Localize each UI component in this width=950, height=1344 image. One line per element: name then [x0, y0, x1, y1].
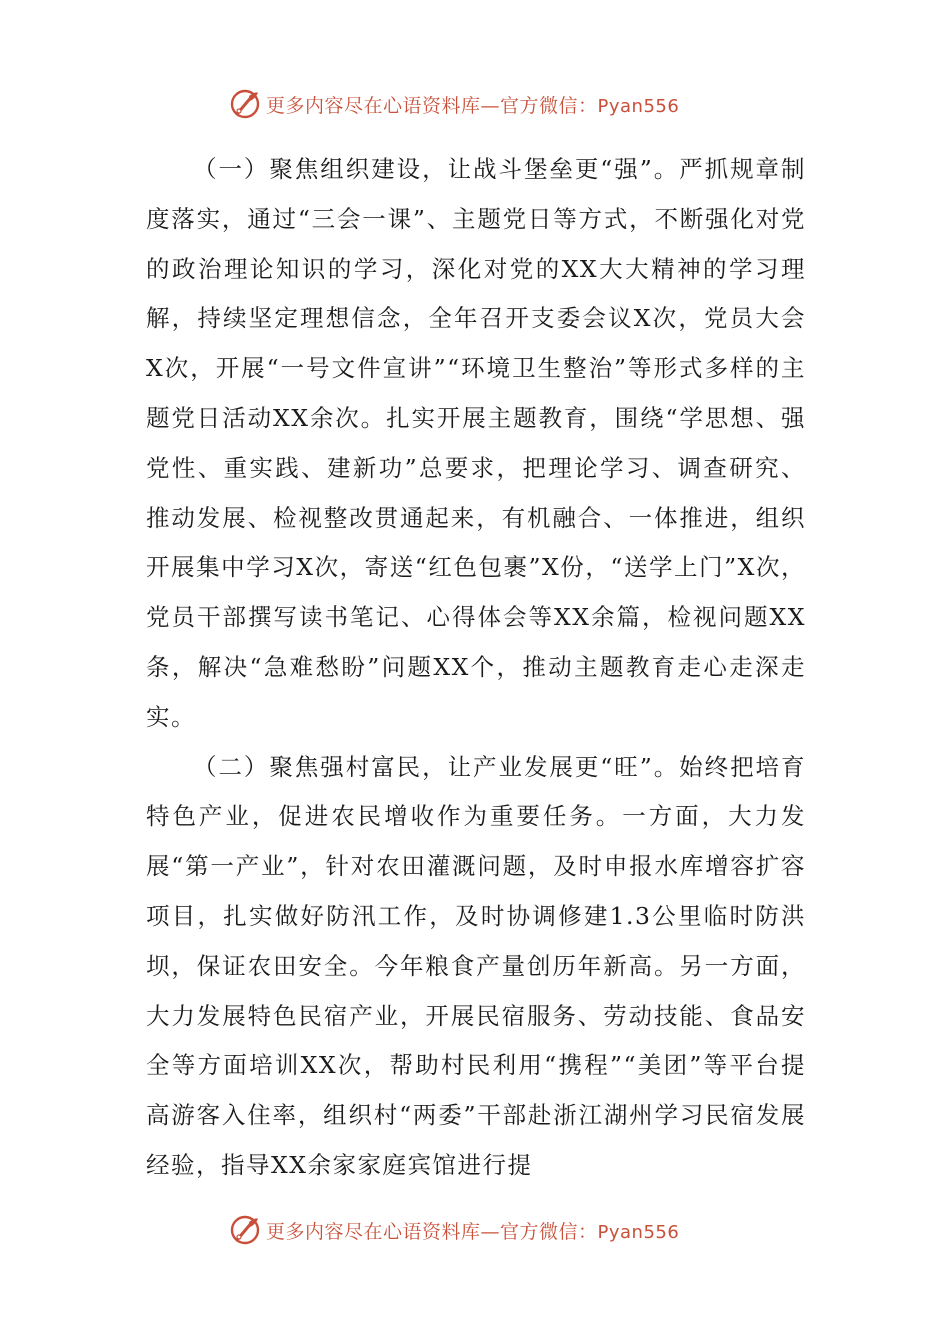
footer-watermark-banner	[228, 1210, 748, 1250]
header-banner-text	[266, 91, 679, 118]
footer-banner-text	[266, 1217, 679, 1244]
quill-seal-logo-icon	[228, 87, 262, 121]
footer-banner-label: 更多内容尽在心语资料库—官方微信：	[266, 1220, 598, 1243]
quill-seal-logo-icon	[228, 1213, 262, 1247]
header-banner-label: 更多内容尽在心语资料库—官方微信：	[266, 94, 598, 117]
body-content	[146, 145, 806, 1191]
footer-wechat-handle: Pyan556	[597, 1221, 680, 1243]
header-wechat-handle: Pyan556	[597, 95, 680, 117]
paragraph-rural-prosperity: （二）聚焦强村富民，让产业发展更“旺”。始终把培育特色产业，促进农民增收作为重要任务。一方面，大力发展“第一产业”，针对农田灌溉问题，及时申报水库增容扩容项目，扎实做好防汛工作，及时协调修建1.3公里临时防洪坝，保证农田安全。今年粮食产量创历年新高。另一方面，大力发展特色民宿产业，开展民宿服务、劳动技能、食品安全等方面培训XX次，帮助村民利用“携程”“美团”等平台提高游客入住率，组织村“两委”干部赴浙江湖州学习民宿发展经验，指导XX余家家庭宾馆进行提	[146, 752, 806, 1179]
paragraph-organization-building: （一）聚焦组织建设，让战斗堡垒更“强”。严抓规章制度落实，通过“三会一课”、主题党日等方式，不断强化对党的政治理论知识的学习，深化对党的XX大大精神的学习理解，持续坚定理想信念，全年召开支委会议X次，党员大会X次，开展“一号文件宣讲”“环境卫生整治”等形式多样的主题党日活动XX余次。扎实开展主题教育，围绕“学思想、强党性、重实践、建新功”总要求，把理论学习、调查研究、推动发展、检视整改贯通起来，有机融合、一体推进，组织开展集中学习X次，寄送“红色包裹”X份，“送学上门”X次，党员干部撰写读书笔记、心得体会等XX余篇，检视问题XX条，解决“急难愁盼”问题XX个，推动主题教育走心走深走实。	[146, 155, 806, 731]
header-watermark-banner	[228, 84, 748, 124]
